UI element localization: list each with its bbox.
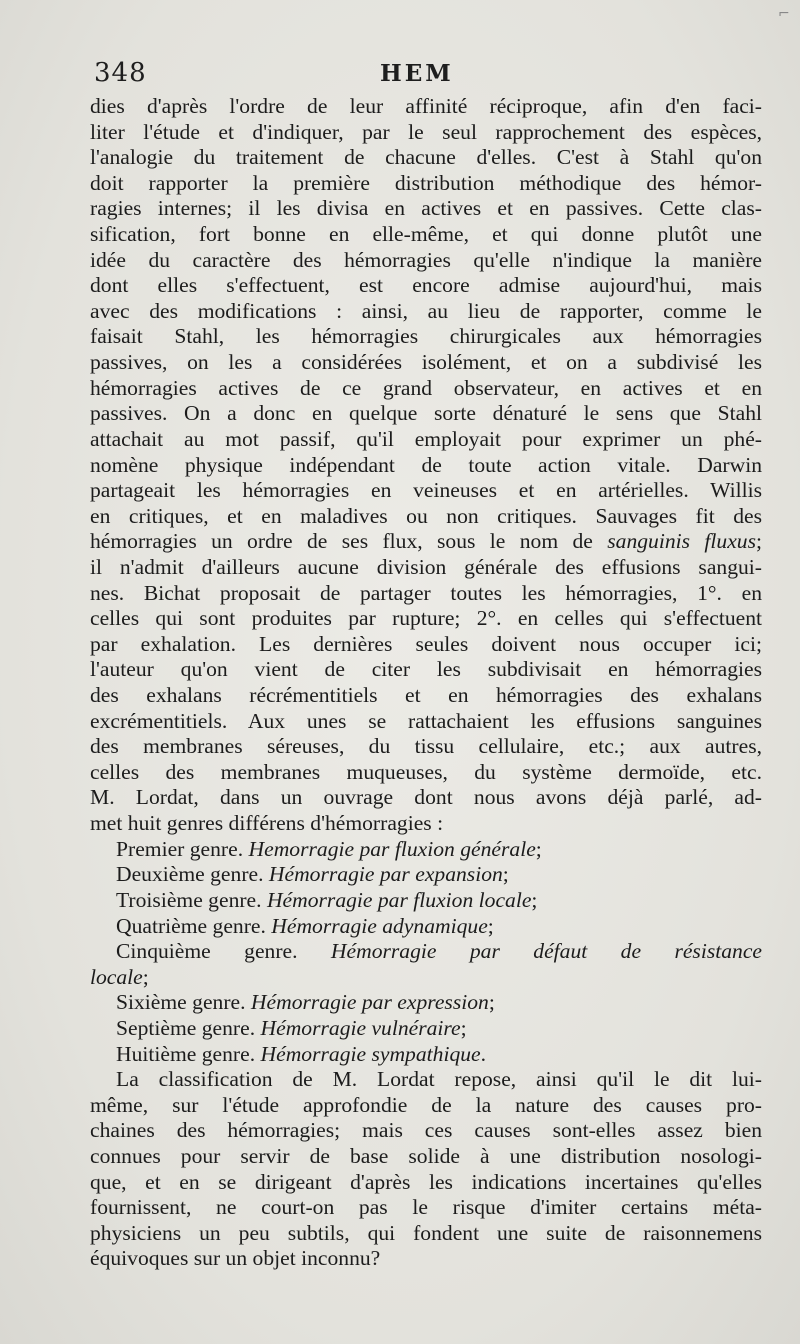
genre-item [90,862,762,888]
genre-item [90,914,762,940]
text-line-sanguinis-fluxus [90,529,762,555]
genre-name: Hémorragie par fluxion locale [266,887,532,912]
text-line: excrémentitiels. Aux unes se rattachaient les effusions sanguines [90,708,762,733]
genre-item [90,1042,762,1068]
text-line: dies d'après l'ordre de leur affinité réciproque, afin d'en faci- [90,94,762,118]
genre-punct: ; [502,862,509,887]
genre-item [90,939,762,965]
genre-item-continuation [90,965,762,991]
genre-label: Huitième genre. [116,1041,261,1066]
corner-mark-icon: ⌐ [778,6,790,22]
text-line: liter l'étude et d'indiquer, par le seul rapprochement des espèces, [90,119,762,144]
genre-label: Deuxième genre. [116,862,269,887]
text-line: même, sur l'étude approfondie de la nature des causes pro- [90,1092,762,1117]
genre-punct: ; [487,913,494,938]
genre-label: Sixième genre. [116,990,251,1015]
page-number: 348 [94,58,147,88]
text-line: met huit genres différens d'hémorragies : [90,811,444,836]
genre-name: Hémorragie vulnéraire [260,1015,461,1040]
genre-label: Cinquième genre. [116,939,331,964]
genre-name: Hémorragie par défaut de résistance [330,939,762,964]
genre-label: Septième genre. [116,1015,261,1040]
text-line: il n'admit d'ailleurs aucune division générale des effusions sangui- [90,554,762,579]
genre-name: locale [90,964,143,989]
running-head: HEM [380,60,454,87]
text-line: des membranes séreuses, du tissu cellulaire, etc.; aux autres, [90,734,762,759]
genre-punct: ; [488,990,495,1015]
text-line: fournissent, ne court-on pas le risque d'imiter certains méta- [90,1195,762,1220]
genre-item [90,1016,762,1042]
text-line: passives, on les a considérées isolément, et on a subdivisé les [90,350,762,375]
genre-name: Hemorragie par fluxion générale [248,836,536,861]
genre-item [90,888,762,914]
text-line: chaines des hémorragies; mais ces causes sont-elles assez bien [90,1118,762,1143]
genre-name: Hémorragie adynamique [271,913,488,938]
genre-item [90,837,762,863]
text-line: sification, fort bonne en elle-même, et qui donne plutôt une [90,222,762,247]
text-line: idée du caractère des hémorragies qu'elle n'indique la manière [90,247,762,272]
text-segment: hémorragies un ordre de ses flux, sous le nom de [90,529,608,554]
text-line: équivoques sur un objet inconnu? [90,1246,381,1271]
text-line: par exhalation. Les dernières seules doivent nous occuper ici; [90,631,762,656]
text-line: nes. Bichat proposait de partager toutes les hémorragies, 1°. en [90,580,762,605]
text-line: hémorragies actives de ce grand observateur, en actives et en [90,375,762,400]
genre-label: Premier genre. [116,836,249,861]
text-line: nomène physique indépendant de toute action vitale. Darwin [90,452,762,477]
page-header [94,58,754,94]
text-line: l'analogie du traitement de chacune d'elles. C'est à Stahl qu'on [90,145,762,170]
text-line: passives. On a donc en quelque sorte dénaturé le sens que Stahl [90,401,762,426]
text-line: dont elles s'effectuent, est encore admise aujourd'hui, mais [90,273,762,298]
text-line: avec des modifications : ainsi, au lieu de rapporter, comme le [90,298,762,323]
text-line: l'auteur qu'on vient de citer les subdivisait en hémorragies [90,657,762,682]
text-line: doit rapporter la première distribution méthodique des hémor- [90,170,762,195]
genre-punct: ; [535,836,542,861]
body-text [90,94,762,1272]
text-line: attachait au mot passif, qu'il employait pour exprimer un phé- [90,426,762,451]
text-line: La classification de M. Lordat repose, ainsi qu'il le dit lui- [116,1067,762,1092]
genre-item [90,990,762,1016]
text-line: des exhalans récrémentitiels et en hémorragies des exhalans [90,683,762,708]
latin-term: sanguinis fluxus [607,529,756,554]
genre-punct: . [480,1041,487,1066]
genre-name: Hémorragie sympathique [260,1041,481,1066]
text-line: physiciens un peu subtils, qui fondent une suite de raisonnemens [90,1220,762,1245]
genre-name: Hémorragie par expansion [268,862,503,887]
text-line: partageait les hémorragies en veineuses et en artérielles. Willis [90,478,762,503]
genre-punct: ; [460,1015,467,1040]
text-line: faisait Stahl, les hémorragies chirurgicales aux hémorragies [90,324,762,349]
text-line: en critiques, et en maladives ou non critiques. Sauvages fit des [90,503,762,528]
text-line: celles des membranes muqueuses, du système dermoïde, etc. [90,759,762,784]
genre-punct: ; [142,964,149,989]
genre-label: Quatrième genre. [116,913,272,938]
genre-name: Hémorragie par expression [250,990,489,1015]
text-line: ragies internes; il les divisa en actives et en passives. Cette clas- [90,196,762,221]
text-line: connues pour servir de base solide à une distribution nosologi- [90,1143,762,1168]
text-line: M. Lordat, dans un ouvrage dont nous avons déjà parlé, ad- [90,785,762,810]
genre-punct: ; [531,887,538,912]
text-line: celles qui sont produites par rupture; 2°. en celles qui s'effectuent [90,606,762,631]
text-segment: ; [756,529,762,554]
text-line: que, et en se dirigeant d'après les indications incertaines qu'elles [90,1169,762,1194]
genre-label: Troisième genre. [116,887,267,912]
